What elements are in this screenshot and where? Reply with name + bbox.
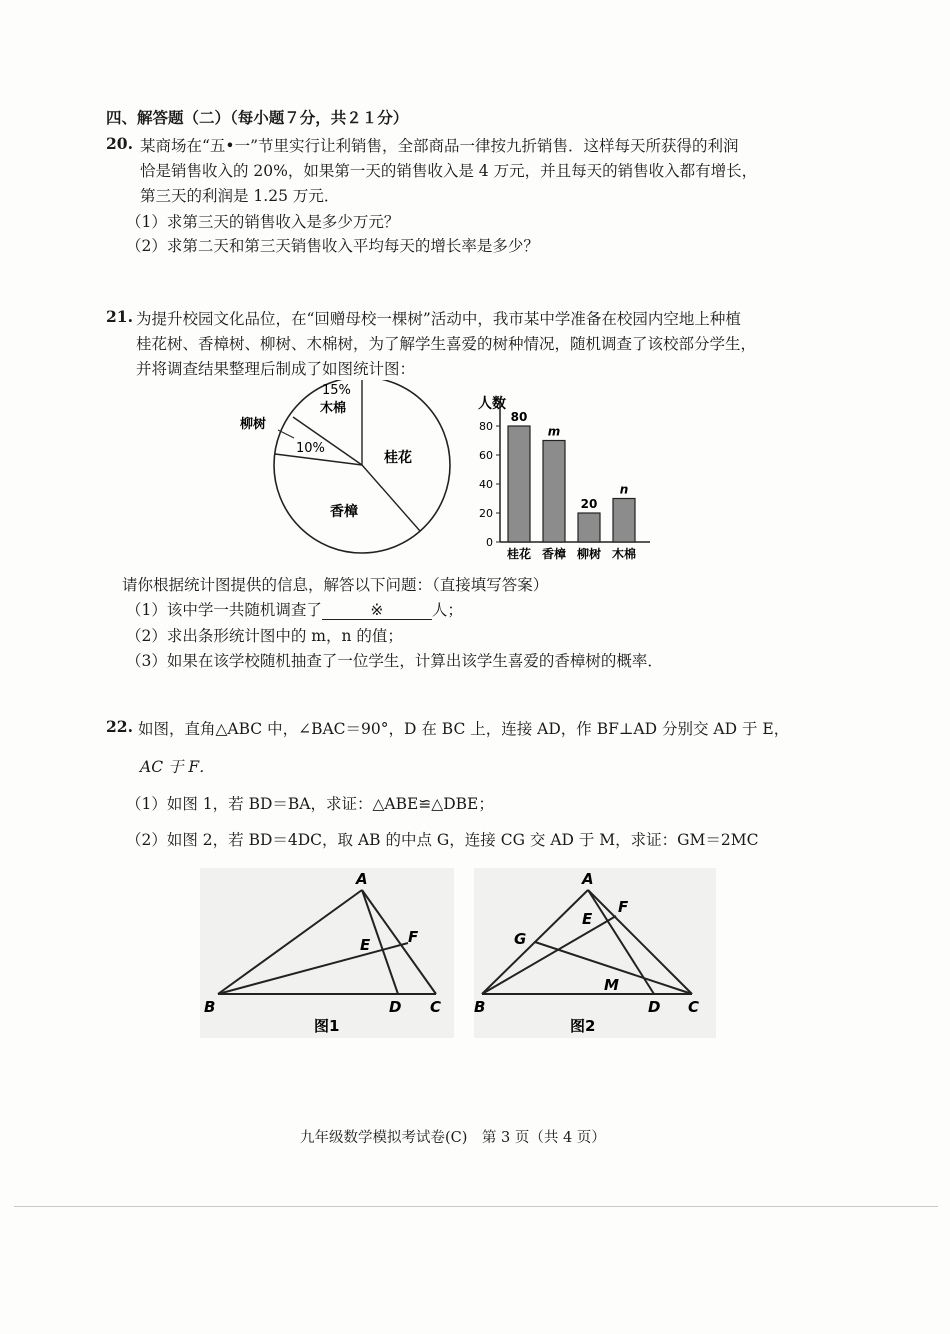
label-g: G (514, 930, 527, 948)
q21-line-2: 桂花树、香樟树、柳树、木棉树，为了解学生喜爱的树种情况，随机调查了该校部分学生， (136, 335, 757, 353)
label-a: A (356, 870, 368, 888)
label-b: B (474, 998, 486, 1016)
q20-line-1: 某商场在“五•一”节里实行让利销售，全部商品一律按九折销售．这样每天所获得的利润 (140, 137, 739, 155)
pie-value-mumian: 15% (322, 383, 351, 398)
scan-edge-line (14, 1206, 938, 1207)
y-axis-label: 人数 (478, 396, 506, 412)
q20-sub-1: （1）求第三天的销售收入是多少万元？ (126, 213, 400, 231)
y-tick-label: 20 (479, 507, 493, 520)
x-tick-label: 柳树 (576, 547, 602, 561)
bar (613, 499, 635, 543)
bar-value-label: n (619, 482, 629, 497)
q22-sub-1: （1）如图 1，若 BD＝BA，求证：△ABE≌△DBE； (126, 795, 494, 813)
figure-background (200, 868, 454, 1038)
page-footer: 九年级数学模拟考试卷(C) 第 3 页（共 4 页） (300, 1130, 606, 1146)
figure-2-caption: 图2 (570, 1017, 596, 1035)
label-c: C (688, 998, 700, 1016)
x-tick-label: 木棉 (611, 547, 637, 561)
label-a: A (582, 870, 594, 888)
pie-chart (238, 380, 460, 570)
q20-number: 20. (106, 134, 133, 153)
q21-line-1: 为提升校园文化品位，在“回赠母校一棵树”活动中，我市某中学准备在校园内空地上种植 (136, 310, 741, 328)
bar-chart (470, 388, 660, 566)
pie-label-liushu: 柳树 (240, 417, 267, 432)
q22-line-2: AC 于 F． (140, 758, 215, 776)
answer-blank[interactable]: ※ (322, 601, 432, 620)
figure-1-caption: 图1 (314, 1017, 340, 1035)
q20-line-2: 恰是销售收入的 20%，如果第一天的销售收入是 4 万元，并且每天的销售收入都有增长， (140, 162, 758, 180)
y-tick-label: 80 (479, 420, 493, 433)
q20-sub-2: （2）求第二天和第三天销售收入平均每天的增长率是多少？ (126, 237, 539, 255)
label-d: D (389, 998, 402, 1016)
bar (508, 426, 530, 542)
bar-value-label: m (547, 424, 561, 439)
q22-line-1: 如图，直角△ABC 中，∠BAC＝90°，D 在 BC 上，连接 AD，作 BF⊥AD 分别交 AD 于 E， (138, 720, 790, 738)
x-tick-label: 香樟 (541, 547, 567, 561)
section-title: 四、解答题（二）（每小题７分，共２１分） (106, 108, 409, 127)
bar (543, 441, 565, 543)
q22-sub-2: （2）如图 2，若 BD＝4DC，取 AB 的中点 G，连接 CG 交 AD 于 M，求证：GM＝2MC (126, 831, 759, 849)
q21-sub-3: （3）如果在该学校随机抽查了一位学生，计算出该学生喜爱的香樟树的概率． (126, 652, 663, 670)
x-tick-label: 桂花 (506, 547, 532, 561)
q21-line-3: 并将调查结果整理后制成了如图统计图： (136, 360, 416, 378)
y-tick-label: 60 (479, 449, 493, 462)
label-b: B (204, 998, 216, 1016)
pie-label-xiangzhang: 香樟 (330, 504, 358, 520)
y-tick-label: 0 (486, 536, 493, 549)
q21-sub-2: （2）求出条形统计图中的 m，n 的值； (126, 627, 403, 645)
label-e: E (582, 910, 593, 928)
bar-value-label: 20 (580, 497, 598, 511)
figure-1 (196, 866, 458, 1044)
q20-line-3: 第三天的利润是 1.25 万元． (140, 187, 340, 205)
label-f: F (618, 898, 629, 916)
bar-value-label: 80 (510, 410, 528, 424)
label-d: D (648, 998, 661, 1016)
label-m: M (604, 976, 619, 994)
label-e: E (360, 936, 371, 954)
label-c: C (430, 998, 442, 1016)
q21-prompt: 请你根据统计图提供的信息，解答以下问题：（直接填写答案） (122, 576, 549, 594)
figure-background (474, 868, 716, 1038)
bar (578, 513, 600, 542)
q21-sub-1-suffix: 人； (431, 601, 463, 619)
pie-value-liushu: 10% (296, 441, 325, 456)
label-f: F (408, 928, 419, 946)
pie-label-mumian: 木棉 (320, 401, 347, 416)
q21-sub-1-text: （1）该中学一共随机调查了 (126, 601, 322, 619)
pie-label-guihua: 桂花 (384, 450, 412, 466)
q22-number: 22. (106, 717, 133, 736)
y-tick-label: 40 (479, 478, 493, 491)
q21-number: 21. (106, 307, 133, 326)
q21-sub-1 (126, 598, 463, 620)
pie-divider (362, 465, 420, 531)
figure-2 (470, 866, 720, 1044)
